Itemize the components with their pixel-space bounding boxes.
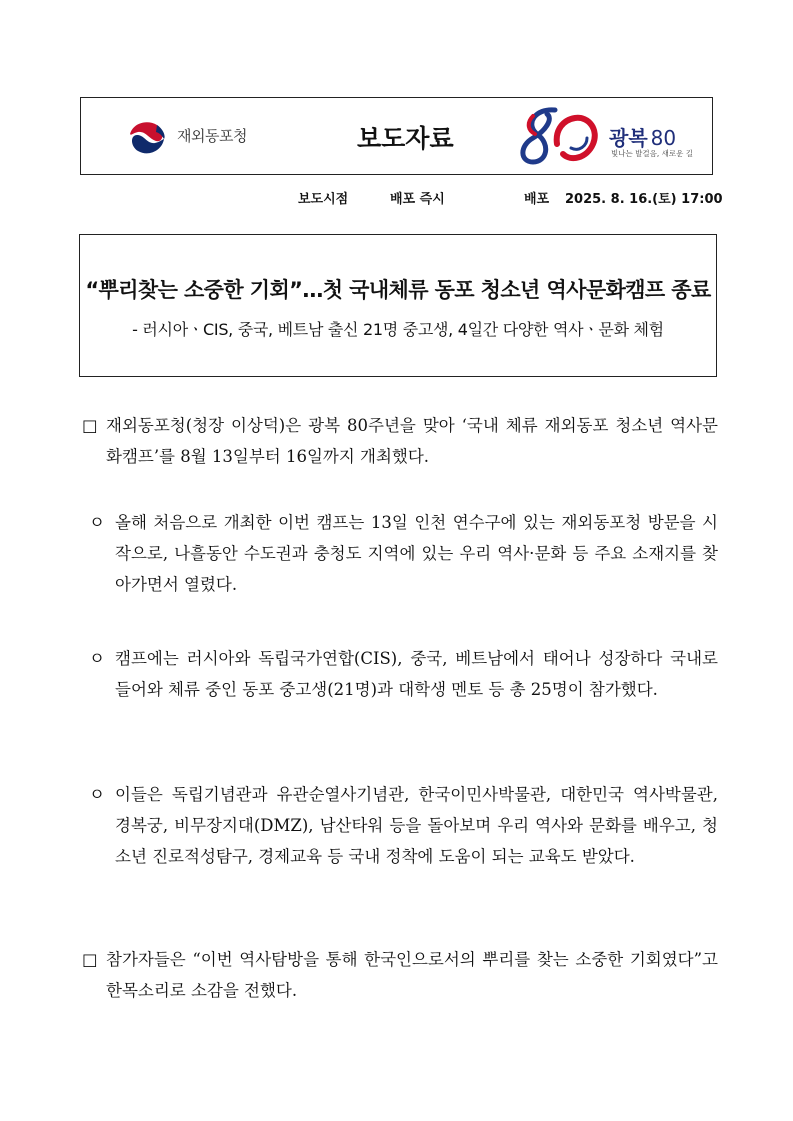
release-date-value: 2025. 8. 16.(토) 17:00 bbox=[565, 192, 723, 207]
body-paragraph-text: 참가자들은 “이번 역사탐방을 통해 한국인으로서의 뿌리를 찾는 소중한 기회였다”고 한목소리로 소감을 전했다. bbox=[106, 950, 718, 1000]
release-time-value: 배포 즉시 bbox=[390, 192, 445, 207]
press-header bbox=[80, 97, 713, 175]
agency-name: 재외동포청 bbox=[177, 127, 247, 145]
body-paragraph-text: 올해 처음으로 개최한 이번 캠프는 13일 인천 연수구에 있는 재외동포청 방문을 시작으로, 나흘동안 수도권과 충청도 지역에 있는 우리 역사·문화 등 주요 소재지를 찾아가면서 열렸다. bbox=[115, 513, 718, 594]
square-bullet-icon: □ bbox=[82, 416, 98, 435]
release-time-label: 보도시점 bbox=[298, 192, 349, 207]
body-paragraph-text: 재외동포청(청장 이상덕)은 광복 80주년을 맞아 ‘국내 체류 재외동포 청소년 역사문화캠프’를 8월 13일부터 16일까지 개최했다. bbox=[106, 416, 718, 466]
liberation-80-logo-icon bbox=[517, 104, 603, 170]
korea-government-emblem-icon bbox=[127, 117, 167, 157]
circle-bullet-icon: ㅇ bbox=[89, 649, 105, 668]
square-bullet-icon: □ bbox=[82, 950, 98, 969]
headline-subtitle: - 러시아ㆍCIS, 중국, 베트남 출신 21명 중고생, 4일간 다양한 역사ㆍ문화 체험 bbox=[132, 320, 664, 339]
body-paragraph-5 bbox=[76, 944, 718, 1006]
body-paragraph-4 bbox=[76, 779, 718, 872]
body-paragraph-2 bbox=[76, 507, 718, 600]
headline-title: “뿌리찾는 소중한 기회”…첫 국내체류 동포 청소년 역사문화캠프 종료 bbox=[85, 278, 711, 302]
anniversary-title-text: 광복 bbox=[609, 126, 648, 150]
anniversary-title bbox=[609, 122, 676, 151]
anniversary-number: 80 bbox=[650, 126, 677, 150]
release-date-label: 배포 bbox=[524, 192, 550, 207]
body-paragraph-3 bbox=[76, 643, 718, 705]
circle-bullet-icon: ㅇ bbox=[89, 513, 105, 532]
anniversary-tagline: 빛나는 발걸음, 새로운 길 bbox=[611, 149, 693, 158]
circle-bullet-icon: ㅇ bbox=[89, 785, 105, 804]
body-paragraph-text: 이들은 독립기념관과 유관순열사기념관, 한국이민사박물관, 대한민국 역사박물관, 경복궁, 비무장지대(DMZ), 남산타워 등을 돌아보며 우리 역사와 문화를 배우고, 청소년 진로적성탐구, 경제교육 등 국내 정착에 도움이 되는 교육도 받았다. bbox=[115, 785, 718, 866]
body-paragraph-1 bbox=[76, 410, 718, 472]
press-release-title: 보도자료 bbox=[357, 124, 454, 153]
headline-box bbox=[79, 234, 717, 377]
body-paragraph-text: 캠프에는 러시아와 독립국가연합(CIS), 중국, 베트남에서 태어나 성장하다 국내로 들어와 체류 중인 동포 중고생(21명)과 대학생 멘토 등 총 25명이 참가했다. bbox=[115, 649, 718, 699]
